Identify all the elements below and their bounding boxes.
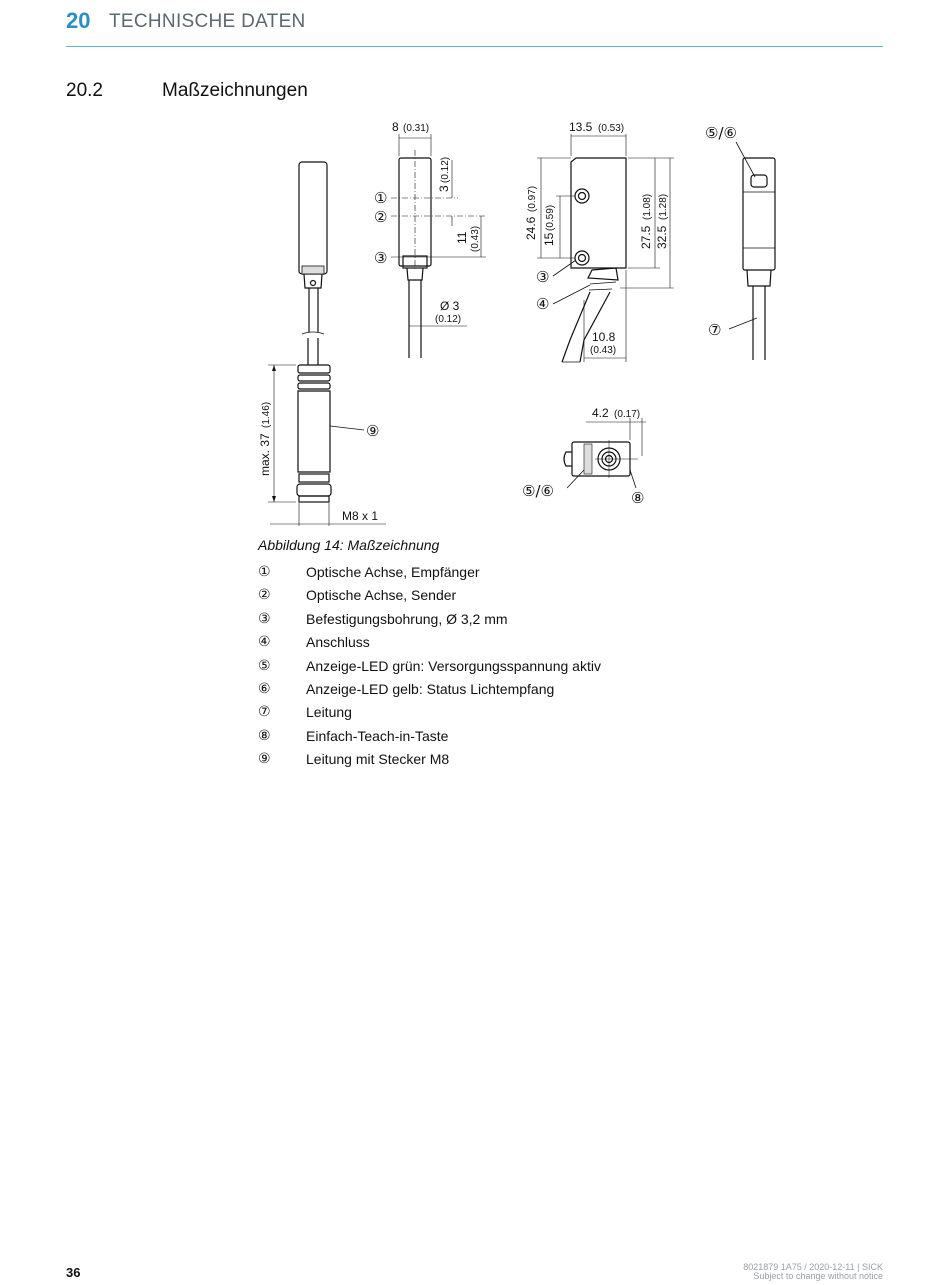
legend-marker: ⑥ — [258, 680, 271, 697]
callout-9: ⑨ — [366, 422, 380, 440]
callout-2: ② — [374, 208, 388, 226]
callout-1: ① — [374, 189, 388, 207]
callout-5-6-top: ⑤/⑥ — [522, 482, 554, 500]
legend-marker: ③ — [258, 610, 271, 627]
legend-text: Anzeige-LED grün: Versorgungsspannung aktiv — [306, 657, 601, 674]
callout-3-side: ③ — [536, 268, 550, 286]
legend-marker: ⑨ — [258, 751, 271, 768]
page-number: 36 — [66, 1265, 81, 1280]
page-footer — [743, 1263, 883, 1281]
dim-3-inch: (0.12) — [440, 156, 451, 183]
legend-text: Befestigungsbohrung, Ø 3,2 mm — [306, 610, 508, 627]
dimension-drawing — [240, 112, 800, 537]
legend-marker: ⑤ — [258, 657, 271, 674]
side-view-with-connector — [268, 162, 386, 526]
dim-max-37-inch: (1.46) — [261, 401, 272, 428]
dim-width-8-inch: (0.31) — [403, 123, 430, 134]
dim-11-inch: (0.43) — [470, 225, 481, 252]
side-view — [537, 134, 674, 362]
top-view — [564, 418, 646, 488]
legend-marker: ④ — [258, 634, 271, 651]
callout-4: ④ — [536, 295, 550, 313]
dim-32-5-inch: (1.28) — [658, 193, 669, 220]
dim-27-5-inch: (1.08) — [642, 193, 653, 220]
dim-24-6-inch: (0.97) — [527, 185, 538, 212]
dim-4-2-inch: (0.17) — [614, 409, 641, 420]
dim-4-2: 4.2 — [592, 406, 609, 420]
legend-marker: ⑦ — [258, 704, 271, 721]
section-title: Maßzeichnungen — [162, 80, 308, 101]
callout-8: ⑧ — [631, 489, 645, 507]
callout-3-front: ③ — [374, 249, 388, 267]
page-header — [66, 8, 883, 47]
dim-32-5: 32.5 — [655, 225, 669, 249]
dim-3: 3 — [437, 185, 451, 192]
rear-view — [729, 142, 775, 360]
legend-text: Anzeige-LED gelb: Status Lichtempfang — [306, 680, 555, 697]
dim-max-37: max. 37 — [258, 433, 272, 476]
legend-text: Leitung — [306, 704, 352, 721]
dim-11: 11 — [455, 231, 469, 244]
legend-marker: ② — [258, 587, 271, 604]
legend-text: Optische Achse, Sender — [306, 587, 457, 604]
dim-13-5-inch: (0.53) — [598, 123, 625, 134]
callout-7: ⑦ — [708, 321, 722, 339]
dim-m8-thread: M8 x 1 — [342, 509, 379, 523]
dim-width-8: 8 — [392, 120, 399, 134]
legend-text: Optische Achse, Empfänger — [306, 564, 480, 580]
section-number: 20.2 — [66, 80, 103, 101]
legend-text: Einfach-Teach-in-Taste — [306, 727, 449, 744]
dim-10-8-inch: (0.43) — [590, 345, 617, 356]
dim-diameter-3-inch: (0.12) — [435, 314, 462, 325]
figure-caption: Abbildung 14: Maßzeichnung — [258, 537, 440, 553]
legend-marker: ① — [258, 564, 271, 580]
dim-10-8: 10.8 — [592, 330, 616, 344]
legend-text: Leitung mit Stecker M8 — [306, 751, 450, 768]
dim-24-6: 24.6 — [524, 216, 538, 240]
legend-marker: ⑧ — [258, 727, 271, 744]
dim-15-inch: (0.59) — [545, 204, 556, 231]
chapter-title: TECHNISCHE DATEN — [109, 11, 306, 32]
callout-5-6-rear: ⑤/⑥ — [705, 124, 737, 142]
chapter-number: 20 — [66, 8, 91, 33]
dim-diameter-3: Ø 3 — [440, 299, 460, 313]
legend-text: Anschluss — [306, 634, 370, 651]
document-reference: 8021879 1A75 / 2020-12-11 | SICK — [743, 1262, 883, 1272]
dim-15: 15 — [542, 232, 556, 246]
dim-27-5: 27.5 — [639, 225, 653, 249]
change-notice: Subject to change without notice — [753, 1271, 883, 1281]
dim-13-5: 13.5 — [569, 120, 593, 134]
